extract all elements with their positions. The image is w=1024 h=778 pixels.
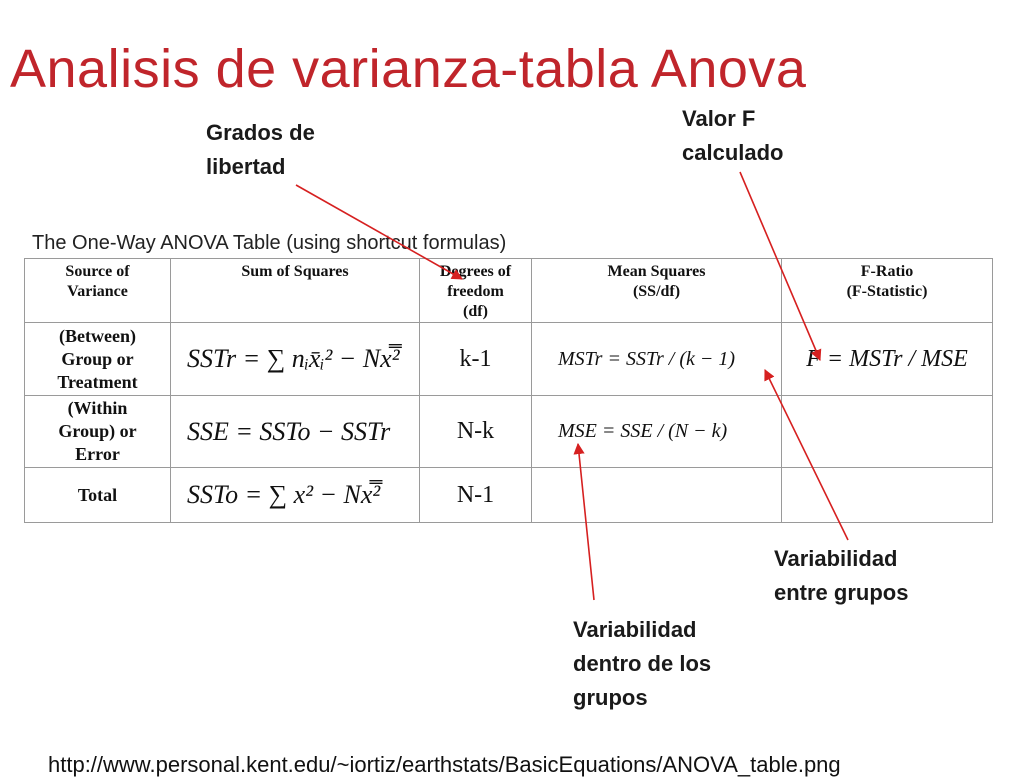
annotation-line: libertad xyxy=(206,154,286,179)
mean-squares-cell: MSTr = SSTr / (k − 1) xyxy=(532,323,782,396)
slide-title: Analisis de varianza-tabla Anova xyxy=(10,39,807,99)
annotation-line: Grados de xyxy=(206,120,315,145)
sum-of-squares-cell: SSE = SSTo − SSTr xyxy=(171,396,420,468)
source-line: Treatment xyxy=(57,371,138,392)
source-line: Group) or xyxy=(58,421,137,441)
header-line: Degrees of xyxy=(439,263,512,280)
annotation-line: calculado xyxy=(682,140,784,165)
sum-of-squares-cell: SSTr = ∑ nᵢx̄ᵢ² − Nx̿² xyxy=(171,323,420,396)
df-cell: N-k xyxy=(420,396,532,468)
source-line: Error xyxy=(75,444,120,464)
annotation-line: dentro de los xyxy=(573,651,712,676)
annotation-line: entre grupos xyxy=(774,580,909,605)
arrow-to-degrees-of-freedom xyxy=(296,185,462,279)
annotation-line: grupos xyxy=(573,685,648,710)
header-line: (df) xyxy=(463,303,488,320)
header-line: freedom xyxy=(447,283,504,300)
header-line: Sum of Squares xyxy=(241,263,349,280)
annotation-line: Variabilidad xyxy=(774,546,898,571)
source-line: (Within xyxy=(67,398,128,418)
header-line: Mean Squares xyxy=(607,263,706,280)
source-line: Group or xyxy=(61,348,134,369)
df-cell: N-1 xyxy=(420,468,532,523)
df-cell: k-1 xyxy=(420,323,532,396)
header-line: F-Ratio xyxy=(860,263,914,280)
arrow-to-mean-squares-within xyxy=(578,444,594,600)
source-line: Total xyxy=(77,484,118,505)
mean-squares-cell: MSE = SSE / (N − k) xyxy=(532,396,782,468)
source-line: (Between) xyxy=(59,325,136,346)
arrow-to-f-ratio xyxy=(740,172,820,360)
sum-of-squares-cell: SSTo = ∑ x² − Nx̿² xyxy=(171,468,420,523)
header-line: Source of xyxy=(65,263,130,280)
annotation-line: Valor F xyxy=(682,106,756,131)
header-line: (F-Statistic) xyxy=(846,283,928,300)
f-ratio-cell: F = MSTr / MSE xyxy=(782,323,993,396)
table-caption: The One-Way ANOVA Table (using shortcut formulas) xyxy=(32,232,507,254)
header-line: (SS/df) xyxy=(632,283,681,300)
annotation-line: Variabilidad xyxy=(573,617,697,642)
source-url: http://www.personal.kent.edu/~iortiz/earthstats/BasicEquations/ANOVA_table.png xyxy=(48,752,841,777)
arrow-to-mean-squares-between xyxy=(765,370,848,540)
header-line: Variance xyxy=(67,283,128,300)
